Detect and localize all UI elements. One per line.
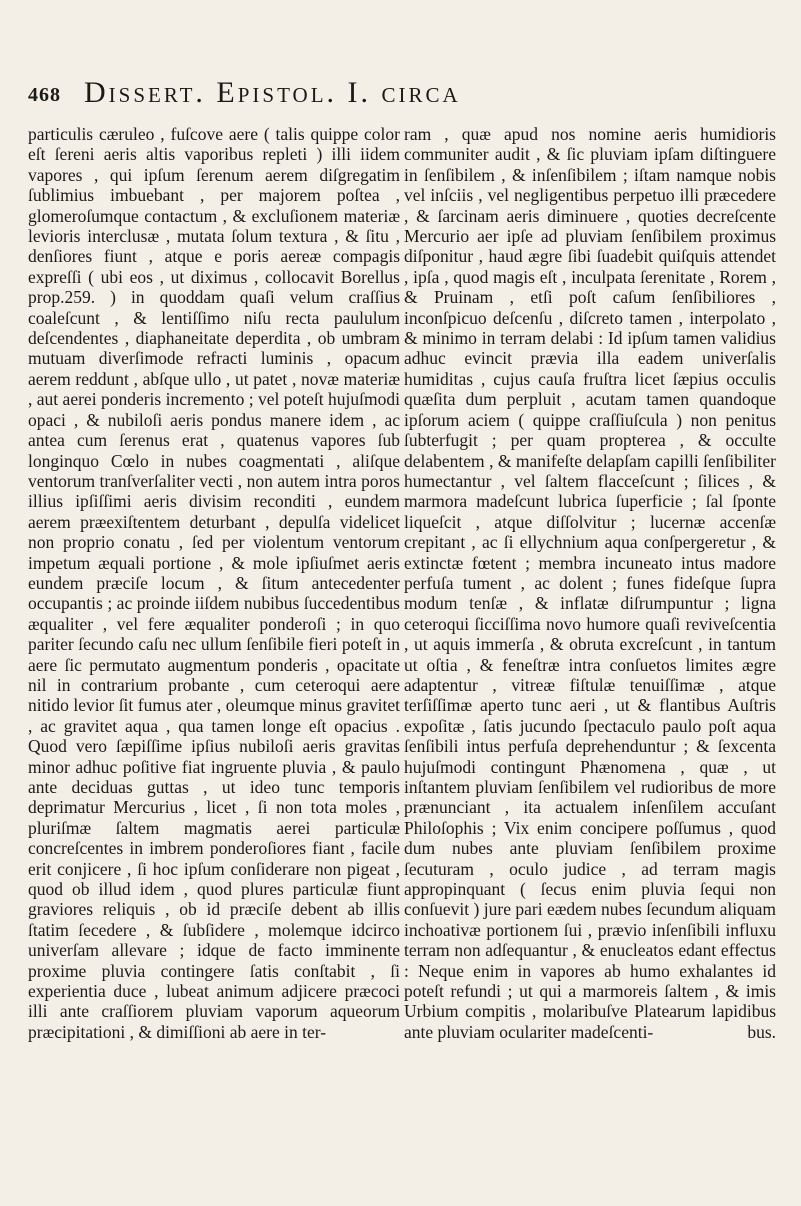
catchword: bus. [747,1021,776,1042]
column-right-text [404,124,776,1042]
column-right-body: ram , quæ apud nos nomine aeris humidioris communiter audit , & ſic pluviam ipſam diſtinguere in ſenſibilem , & inſenſibilem ; iſtam namque nobis vel inſciis , vel negligentibus perpetuo illi præcedere , & ſarcinam aeris diminuere , quoties decreſcente Mercurio aer ipſe ad pluviam ſenſibilem proximus diſponitur , haud ægre ſibi ſuadebit quiſquis attendet , ipſa , quod magis eſt , inculpata ſerenitate , Rorem , & Pruinam , etſi poſt caſum ſenſibiliores , inconſpicuo deſcenſu , diſcreto tamen , interpolato , & minimo in terram delabi : Id ipſum tamen validius adhuc evincit prævia illa eadem univerſalis humiditas , cujus cauſa fruſtra licet ſæpius occulis quæſita dum perpluit , acutam tamen quandoque ipſorum aciem ( quippe craſſiuſcula ) non penitus ſubterfugit ; per quam propterea , & occulte delabentem , & manifeſte delapſam capilli ſenſibiliter humectantur , vel ſaltem flacceſcunt ; ſilices , & marmora madeſcunt lubrica ſuperficie ; ſal ſponte liqueſcit , atque diſſolvitur ; lucernæ accenſæ crepitant , ac ſi ellychnium aqua conſpergeretur , & extinctæ fœtent ; membra incuneato intus madore perfuſa tument , ac dolent ; funes fideſque ſupra modum tenſæ , & inflatæ diſrumpuntur ; ligna ceteroqui ſicciſſima novo humore quaſi reviveſcentia , ut aquis immerſa , & obruta excreſcunt , in tantum ut oſtia , & feneſtræ intra conſuetos limites ægre adaptentur , vitreæ fiſtulæ tenuiſſimæ , atque terſiſſimæ aperto tunc aeri , ut & flantibus Auſtris expoſitæ , ſatis jucundo ſpectaculo paulo poſt aqua ſenſibili intus perfuſa deprehenduntur ; & ſexcenta hujuſmodi contingunt Phænomena , quæ , ut inſtantem pluviam ſenſibilem vel rudioribus de more prænunciant , ita actualem inſenſilem accuſant Philoſophis ; Vix enim concipere poſſumus , quod dum nubes ante pluviam ſenſibilem proxime ſecuturam , oculo judice , ad terram magis appropinquant ( ſecus enim pluvia ſequi non conſuevit ) jure pari eædem nubes ſecundum aliquam inchoativæ portionem ſui , prævio inſenſibili influxu terram non adſequantur , & enucleatos edant effectus : Neque enim in vapores ab humo exhalantes id poteſt refundi ; ut qui a marmoreis ſaltem , & imis Urbium compitis , molaribuſve Platearum lapidibus ante pluviam oculariter madeſcenti- [404,124,776,1042]
running-title: Dissert. Epistol. I. circa [84,76,461,109]
page-number: 468 [28,84,61,106]
text-column-left [28,124,400,1184]
page-header [28,74,788,114]
text-column-right [404,124,776,1184]
column-left-text: particulis cæruleo , fuſcove aere ( talis quippe color eſt ſereni aeris altis vaporibus repleti ) illi iidem vapores , qui ipſum ſerenum aerem diſgregatim ſublimius imbuebant , per majorem poſtea , glomeroſumque contactum , & excluſionem materiæ levioris interclusæ , mutata ſolum textura , & ſitu , denſiores fiunt , atque e poris aereæ compagis expreſſi ( ubi eos , ut diximus , collocavit Borellus prop.259. ) in quoddam quaſi velum craſſius coaleſcunt , & lentiſſimo niſu recta paululum deſcendentes , diaphaneitate deperdita , ob umbram mutuam diverſimode refracti luminis , opacum aerem reddunt , abſque ullo , ut patet , novæ materiæ , aut aerei ponderis incremento ; vel poteſt hujuſmodi opaci , & nubiloſi aeris pondus manere idem , ac antea cum ſerenus erat , quatenus vapores ſub longinquo Cœlo in nubes coagmentati , aliſque ventorum tranſverſaliter vecti , non autem intra poros illius ipſiſſimi aeris divisim reconditi , eundem aerem præexiſtentem deturbant , depulſa videlicet non proprio conatu , ſed per violentum ventorum impetum æquali portione , & mole ipſiuſmet aeris eundem præciſe locum , & ſitum antecedenter occupantis ; ac proinde iiſdem nubibus ſuccedentibus æqualiter , vel fere æqualiter ponderoſi ; in quo pariter ſecundo caſu nec ullum ſenſibile fieri poteſt in aere ſic permutato augmentum ponderis , opacitate nil in contrarium probante , cum ceteroqui aere nitido levior ſit fumus ater , oleumque minus gravitet , ac gravitet aqua , qua tamen longe eſt opacius . Quod vero ſæpiſſime ipſius nubiloſi aeris gravitas minor adhuc poſitive fiat ingruente pluvia , & paulo ante deciduas guttas , ut ideo tunc temporis deprimatur Mercurius , licet , ſi non tota moles , pluriſmæ ſaltem magmatis aerei particulæ concreſcentes in imbrem ponderoſiores fiant , facile erit conjicere , ſi hoc ipſum conſiderare non pigeat , quod ob illud idem , quod plures particulæ fiunt graviores reliquis , ob id præciſe debent ab illis ſtatim ſecedere , & ſubſidere , molemque idcirco univerſam allevare ; idque de facto imminente proxime pluvia contingere ſatis conſtabit , ſi experientia duce , lubeat animum adjicere præcoci illi ante craſſiorem pluviam vaporum aqueorum præcipitationi , & dimiſſioni ab aere in ter- [28,124,400,1042]
